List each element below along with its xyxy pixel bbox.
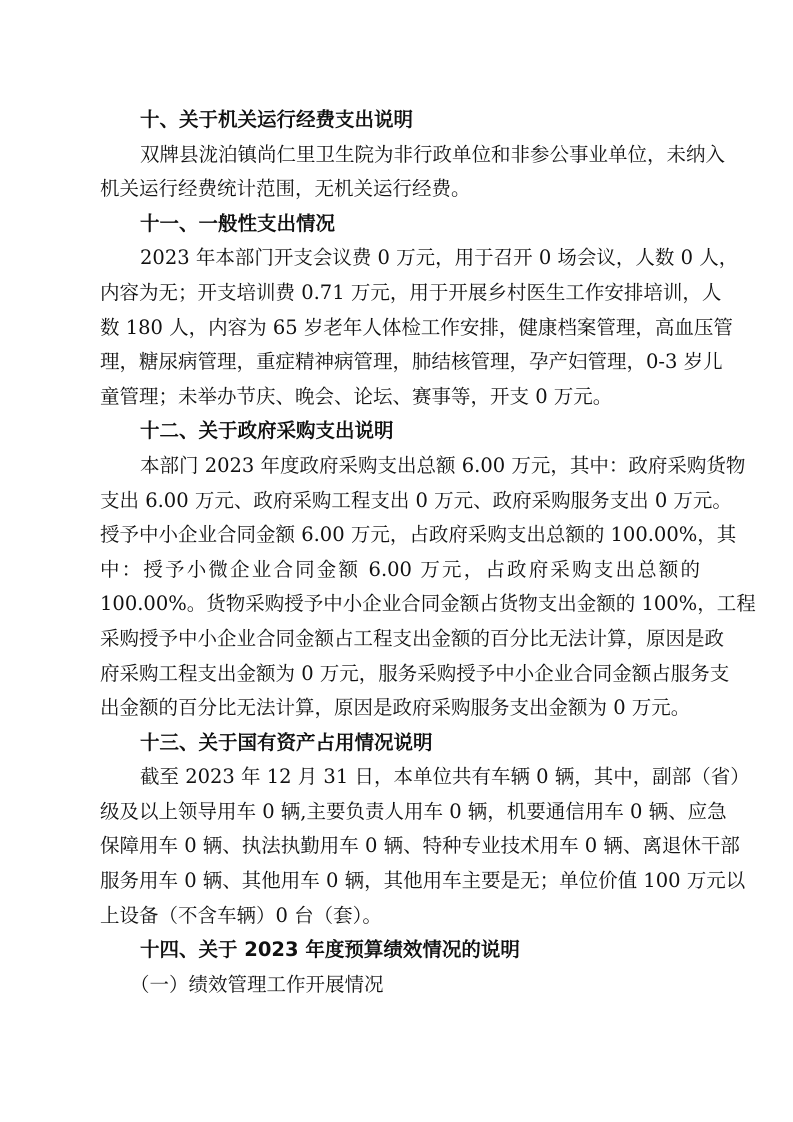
- paragraph-line: 机关运行经费统计范围，无机关运行经费。: [100, 177, 471, 201]
- paragraph-line: 采购授予中小企业合同金额占工程支出金额的百分比无法计算，原因是政: [100, 626, 725, 650]
- paragraph-line: 本部门 2023 年度政府采购支出总额 6.00 万元，其中：政府采购货物: [140, 453, 746, 477]
- section-heading: 十、关于机关运行经费支出说明: [140, 108, 414, 131]
- section-heading: 十二、关于政府采购支出说明: [140, 419, 394, 443]
- subsection-heading: （一）绩效管理工作开展情况: [130, 972, 384, 996]
- paragraph-line: 支出 6.00 万元、政府采购工程支出 0 万元、政府采购服务支出 0 万元。: [100, 488, 732, 512]
- paragraph-line: 2023 年本部门开支会议费 0 万元，用于召开 0 场会议，人数 0 人，: [140, 246, 739, 270]
- paragraph-line: 府采购工程支出金额为 0 万元，服务采购授予中小企业合同金额占服务支: [100, 661, 730, 685]
- paragraph-line: 授予中小企业合同金额 6.00 万元，占政府采购支出总额的 100.00%，其: [100, 523, 737, 547]
- section-heading: 十一、一般性支出情况: [140, 211, 336, 235]
- paragraph-line: 出金额的百分比无法计算，原因是政府采购服务支出金额为 0 万元。: [100, 696, 691, 720]
- paragraph-line: 内容为无；开支培训费 0.71 万元，用于开展乡村医生工作安排培训，人: [100, 280, 722, 304]
- paragraph-line: 中：授予小微企业合同金额 6.00 万元，占政府采购支出总额的: [100, 557, 700, 581]
- section-heading: 十三、关于国有资产占用情况说明: [140, 730, 433, 754]
- paragraph-line: 截至 2023 年 12 月 31 日，本单位共有车辆 0 辆，其中，副部（省）: [140, 765, 750, 789]
- paragraph-line: 数 180 人，内容为 65 岁老年人体检工作安排，健康档案管理，高血压管: [100, 315, 733, 339]
- paragraph-line: 级及以上领导用车 0 辆,主要负责人用车 0 辆，机要通信用车 0 辆、应急: [100, 799, 727, 823]
- paragraph-line: 服务用车 0 辆、其他用车 0 辆，其他用车主要是无；单位价值 100 万元以: [100, 869, 746, 893]
- paragraph-line: 上设备（不含车辆）0 台（套）。: [100, 903, 382, 927]
- paragraph-line: 童管理；未举办节庆、晚会、论坛、赛事等，开支 0 万元。: [100, 384, 613, 408]
- paragraph-line: 100.00%。货物采购授予中小企业合同金额占货物支出金额的 100%，工程: [100, 592, 756, 616]
- document-page: [100, 103, 756, 1002]
- section-heading: 十四、关于 2023 年度预算绩效情况的说明: [140, 938, 520, 962]
- paragraph-line: 保障用车 0 辆、执法执勤用车 0 辆、特种专业技术用车 0 辆、离退休干部: [100, 834, 740, 858]
- paragraph-line: 理，糖尿病管理，重症精神病管理，肺结核管理，孕产妇管理，0-3 岁儿: [100, 350, 723, 374]
- paragraph-line: 双牌县泷泊镇尚仁里卫生院为非行政单位和非参公事业单位，未纳入: [140, 142, 726, 166]
